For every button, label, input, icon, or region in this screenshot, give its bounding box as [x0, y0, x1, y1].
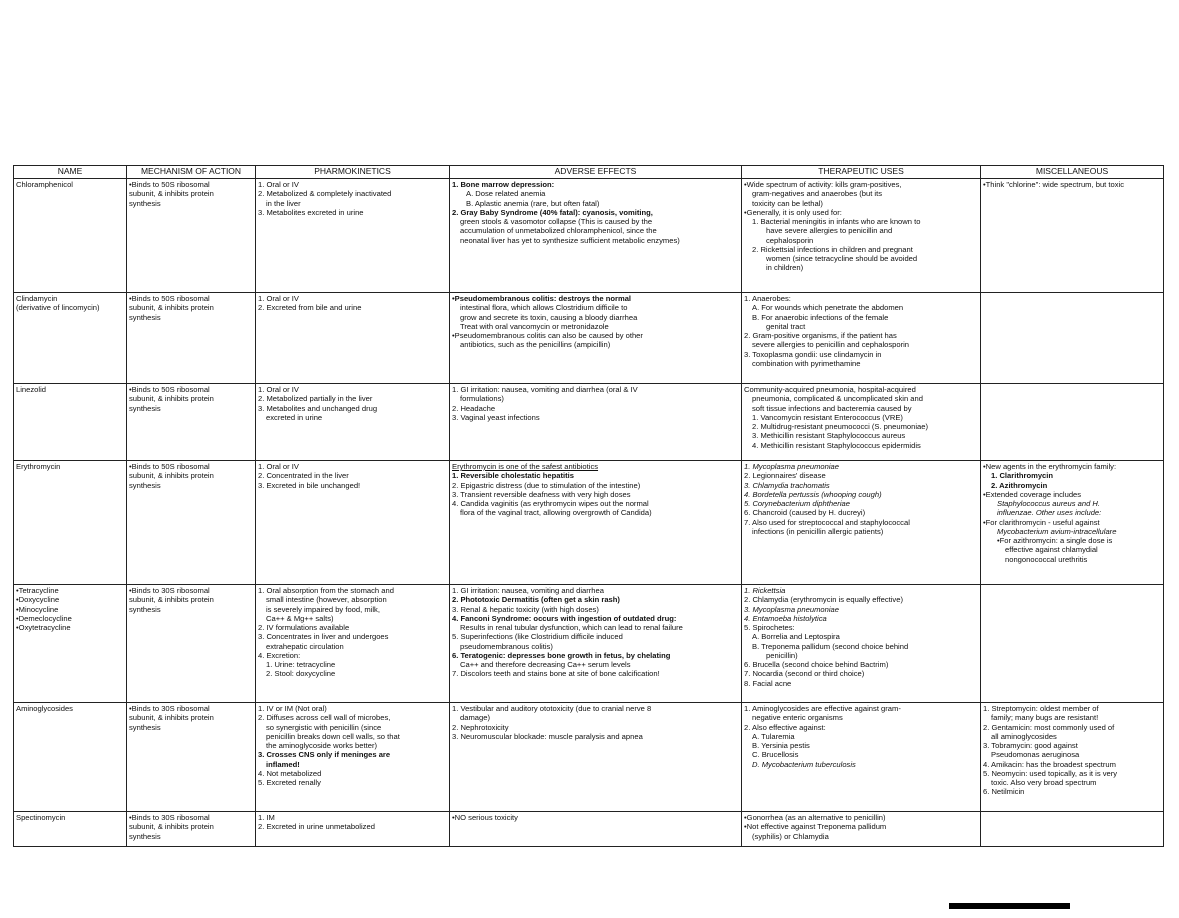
mechanism-of-action-line: subunit, & inhibits protein [129, 822, 214, 832]
pharmacokinetics-cell [256, 812, 450, 847]
mechanism-of-action-line: synthesis [129, 312, 161, 322]
miscellaneous-cell [981, 585, 1164, 703]
adverse-effects-line: green stools & vasomotor collapse (This is caused by the [460, 217, 653, 226]
miscellaneous-line: •Extended coverage includes [983, 489, 1082, 499]
therapeutic-uses-line: combination with pyrimethamine [752, 358, 861, 368]
therapeutic-uses-line: 1. Anaerobes: [744, 294, 791, 303]
therapeutic-uses-line: 6. Brucella (second choice behind Bactrim) [744, 660, 889, 669]
adverse-effects-cell [450, 703, 742, 812]
drug-name-line: •Demeclocycline [16, 613, 72, 623]
drug-name-cell [14, 812, 127, 847]
therapeutic-uses-line: 2. Legionnaires' disease [744, 471, 826, 481]
table-row [14, 179, 1164, 293]
mechanism-of-action-cell [127, 461, 256, 585]
pharmacokinetics-line: so synergistic with penicillin (since [266, 722, 382, 732]
mechanism-of-action-line: subunit, & inhibits protein [129, 394, 214, 404]
adverse-effects-line: 2. Headache [452, 403, 496, 413]
table-row [14, 293, 1164, 384]
mechanism-of-action-line: subunit, & inhibits protein [129, 189, 214, 199]
adverse-effects-line: •Pseudomembranous colitis: destroys the normal [452, 294, 632, 303]
pharmacokinetics-line: 3. Metabolites and unchanged drug [258, 403, 378, 413]
adverse-effects-line: B. Aplastic anemia (rare, but often fatal) [466, 198, 600, 208]
pharmacokinetics-cell [256, 384, 450, 461]
miscellaneous-line: •New agents in the erythromycin family: [983, 462, 1117, 471]
adverse-effects-line: 6. Teratogenic: depresses bone growth in fetus, by chelating [452, 650, 671, 660]
pharmacokinetics-line: 1. Oral absorption from the stomach and [258, 586, 394, 595]
mechanism-of-action-line: synthesis [129, 604, 161, 614]
mechanism-of-action-line: subunit, & inhibits protein [129, 713, 214, 723]
pharmacokinetics-cell [256, 179, 450, 293]
therapeutic-uses-line: 5. Corynebacterium diphtheriae [744, 499, 850, 508]
miscellaneous-line: 2. Gentamicin: most commonly used of [983, 722, 1115, 732]
pharmacokinetics-line: 1. Oral or IV [258, 385, 299, 394]
table-row [14, 703, 1164, 812]
pharmacokinetics-line: 3. Concentrates in liver and undergoes [258, 632, 389, 642]
header-miscellaneous: MISCELLANEOUS [981, 166, 1164, 179]
adverse-effects-line: Results in renal tubular dysfunction, which can lead to renal failure [460, 623, 683, 632]
miscellaneous-cell [981, 384, 1164, 461]
miscellaneous-line: 6. Netilmicin [983, 787, 1025, 797]
therapeutic-uses-line: 2. Chlamydia (erythromycin is equally effective) [744, 595, 903, 605]
pharmacokinetics-line: 4. Not metabolized [258, 768, 322, 778]
adverse-effects-line: 7. Discolors teeth and stains bone at site of bone calcification! [452, 669, 660, 679]
adverse-effects-line: 1. Bone marrow depression: [452, 180, 555, 189]
drug-name-cell [14, 585, 127, 703]
pharmacokinetics-line: 2. Stool: doxycycline [266, 669, 336, 679]
adverse-effects-line: 4. Fanconi Syndrome: occurs with ingestion of outdated drug: [452, 613, 677, 623]
therapeutic-uses-line: B. Yersinia pestis [752, 741, 810, 750]
mechanism-of-action-cell [127, 293, 256, 384]
mechanism-of-action-cell [127, 812, 256, 847]
mechanism-of-action-cell [127, 179, 256, 293]
mechanism-of-action-line: •Binds to 50S ribosomal [129, 294, 210, 303]
adverse-effects-line: 1. Vestibular and auditory ototoxicity (due to cranial nerve 8 [452, 704, 652, 713]
mechanism-of-action-cell [127, 384, 256, 461]
header-mechanism: MECHANISM OF ACTION [127, 166, 256, 179]
drug-name-line: Chloramphenicol [16, 180, 73, 189]
adverse-effects-line: pseudomembranous colitis) [460, 641, 553, 651]
miscellaneous-line: Pseudomonas aeruginosa [991, 750, 1080, 760]
therapeutic-uses-line: gram-negatives and anaerobes (but its [752, 189, 883, 199]
drug-name-line: •Oxytetracycline [16, 623, 71, 632]
adverse-effects-line: 3. Transient reversible deafness with very high doses [452, 489, 631, 499]
miscellaneous-line: influenzae. Other uses include: [997, 508, 1102, 518]
pharmacokinetics-line: 1. Urine: tetracycline [266, 660, 336, 669]
therapeutic-uses-line: C. Brucellosis [752, 750, 799, 760]
therapeutic-uses-cell [742, 703, 981, 812]
therapeutic-uses-line: 2. Multidrug-resistant pneumococci (S. pneumoniae) [752, 422, 929, 431]
header-therapeutic-uses: THERAPEUTIC USES [742, 166, 981, 179]
table-row [14, 812, 1164, 847]
therapeutic-uses-line: penicillin) [766, 650, 798, 660]
miscellaneous-line: all aminoglycosides [991, 731, 1057, 741]
therapeutic-uses-line: •Generally, it is only used for: [744, 207, 842, 217]
pharmacokinetics-line: 3. Excreted in bile unchanged! [258, 480, 361, 490]
pharmacokinetics-line: the aminoglycoside works better) [266, 741, 378, 750]
therapeutic-uses-line: •Gonorrhea (as an alternative to penicillin) [744, 813, 886, 822]
adverse-effects-line: 1. Reversible cholestatic hepatitis [452, 471, 574, 481]
therapeutic-uses-line: A. Tularemia [752, 731, 795, 741]
miscellaneous-line: 1. Clarithromycin [991, 471, 1054, 481]
therapeutic-uses-cell [742, 812, 981, 847]
pharmacokinetics-cell [256, 461, 450, 585]
adverse-effects-line: accumulation of unmetabolized chloramphenicol, since the [460, 226, 657, 236]
pharmacokinetics-line: 2. Concentrated in the liver [258, 471, 349, 481]
adverse-effects-line: 1. GI irritation: nausea, vomiting and diarrhea (oral & IV [452, 385, 638, 394]
miscellaneous-line: 2. Azithromycin [991, 480, 1048, 490]
mechanism-of-action-line: subunit, & inhibits protein [129, 471, 214, 481]
pharmacokinetics-line: inflamed! [266, 759, 300, 769]
therapeutic-uses-line: 3. Toxoplasma gondii: use clindamycin in [744, 349, 882, 359]
miscellaneous-cell [981, 461, 1164, 585]
therapeutic-uses-line: have severe allergies to penicillin and [766, 226, 893, 236]
adverse-effects-line: Treat with oral vancomycin or metronidazole [460, 321, 609, 331]
adverse-effects-line: 2. Nephrotoxicity [452, 722, 509, 732]
antibiotic-table [13, 165, 1164, 847]
miscellaneous-cell [981, 703, 1164, 812]
adverse-effects-line: 2. Gray Baby Syndrome (40% fatal): cyanosis, vomiting, [452, 207, 653, 217]
adverse-effects-line: formulations) [460, 394, 504, 404]
therapeutic-uses-line: A. For wounds which penetrate the abdomen [752, 303, 904, 313]
footer-bar [949, 903, 1070, 909]
therapeutic-uses-line: 6. Chancroid (caused by H. ducreyi) [744, 508, 866, 518]
adverse-effects-line: 2. Phototoxic Dermatitis (often get a skin rash) [452, 595, 620, 605]
therapeutic-uses-line: women (since tetracycline should be avoided [766, 254, 918, 263]
adverse-effects-line: 3. Renal & hepatic toxicity (with high doses) [452, 604, 599, 614]
mechanism-of-action-line: •Binds to 30S ribosomal [129, 704, 210, 713]
miscellaneous-line: nongonococcal urethritis [1005, 554, 1088, 564]
adverse-effects-line: Ca++ and therefore decreasing Ca++ serum levels [460, 660, 631, 669]
drug-name-line: (derivative of lincomycin) [16, 303, 100, 313]
therapeutic-uses-cell [742, 461, 981, 585]
drug-reference-sheet [13, 165, 1163, 847]
therapeutic-uses-line: 2. Gram-positive organisms, if the patient has [744, 331, 897, 340]
therapeutic-uses-line: 1. Bacterial meningitis in infants who are known to [752, 217, 921, 226]
therapeutic-uses-line: •Not effective against Treponema pallidum [744, 822, 887, 832]
mechanism-of-action-line: synthesis [129, 480, 161, 490]
therapeutic-uses-line: 1. Aminoglycosides are effective against gram- [744, 704, 901, 713]
therapeutic-uses-line: 4. Bordetella pertussis (whooping cough) [744, 489, 882, 499]
pharmacokinetics-line: penicillin breaks down cell walls, so that [266, 731, 400, 741]
therapeutic-uses-line: 3. Mycoplasma pneumoniae [744, 604, 839, 614]
therapeutic-uses-line: A. Borrelia and Leptospira [752, 632, 840, 642]
adverse-effects-cell [450, 384, 742, 461]
therapeutic-uses-line: 4. Methicillin resistant Staphylococcus epidermidis [752, 440, 921, 450]
drug-name-cell [14, 384, 127, 461]
mechanism-of-action-line: •Binds to 50S ribosomal [129, 385, 210, 394]
mechanism-of-action-line: synthesis [129, 403, 161, 413]
pharmacokinetics-line: 1. Oral or IV [258, 180, 299, 189]
pharmacokinetics-line: 3. Crosses CNS only if meninges are [258, 750, 391, 760]
pharmacokinetics-line: 2. Excreted from bile and urine [258, 303, 362, 313]
therapeutic-uses-line: 2. Rickettsial infections in children and pregnant [752, 244, 913, 254]
adverse-effects-line: grow and secrete its toxin, causing a bloody diarrhea [460, 312, 638, 322]
mechanism-of-action-line: •Binds to 50S ribosomal [129, 180, 210, 189]
mechanism-of-action-line: synthesis [129, 831, 161, 841]
therapeutic-uses-line: B. For anaerobic infections of the female [752, 312, 889, 322]
drug-name-line: Linezolid [16, 385, 46, 394]
therapeutic-uses-line: in children) [766, 263, 804, 273]
drug-name-line: Erythromycin [16, 462, 61, 471]
table-row [14, 384, 1164, 461]
mechanism-of-action-cell [127, 585, 256, 703]
drug-name-cell [14, 703, 127, 812]
pharmacokinetics-line: 2. IV formulations available [258, 623, 350, 632]
therapeutic-uses-line: soft tissue infections and bacteremia caused by [752, 403, 912, 413]
miscellaneous-line: •For clarithromycin - useful against [983, 517, 1100, 527]
header-pharmacokinetics: PHARMOKINETICS [256, 166, 450, 179]
drug-name-line: •Minocycline [16, 604, 59, 614]
therapeutic-uses-line: B. Treponema pallidum (second choice behind [752, 641, 909, 651]
drug-name-line: Spectinomycin [16, 813, 66, 822]
therapeutic-uses-cell [742, 585, 981, 703]
pharmacokinetics-cell [256, 585, 450, 703]
adverse-effects-line: •NO serious toxicity [452, 813, 518, 822]
pharmacokinetics-cell [256, 293, 450, 384]
header-name: NAME [14, 166, 127, 179]
adverse-effects-line: 3. Neuromuscular blockade: muscle paralysis and apnea [452, 731, 643, 741]
therapeutic-uses-line: 4. Entamoeba histolytica [744, 613, 827, 623]
mechanism-of-action-cell [127, 703, 256, 812]
mechanism-of-action-line: subunit, & inhibits protein [129, 303, 214, 313]
adverse-effects-cell [450, 585, 742, 703]
pharmacokinetics-line: excreted in urine [266, 412, 323, 422]
therapeutic-uses-line: infections (in penicillin allergic patients) [752, 526, 884, 536]
therapeutic-uses-cell [742, 384, 981, 461]
pharmacokinetics-line: 3. Metabolites excreted in urine [258, 207, 364, 217]
therapeutic-uses-line: (syphilis) or Chlamydia [752, 831, 829, 841]
mechanism-of-action-line: •Binds to 30S ribosomal [129, 586, 210, 595]
miscellaneous-line: •Think "chlorine": wide spectrum, but toxic [983, 180, 1124, 189]
miscellaneous-line: 3. Tobramycin: good against [983, 741, 1078, 750]
therapeutic-uses-line: pneumonia, complicated & uncomplicated skin and [752, 394, 923, 404]
adverse-effects-line: 3. Vaginal yeast infections [452, 412, 540, 422]
drug-name-cell [14, 293, 127, 384]
adverse-effects-line: intestinal flora, which allows Clostridium difficile to [460, 303, 628, 313]
pharmacokinetics-line: 1. IV or IM (Not oral) [258, 704, 327, 713]
adverse-effects-cell [450, 293, 742, 384]
therapeutic-uses-line: toxicity can be lethal) [752, 198, 823, 208]
adverse-effects-line: •Pseudomembranous colitis can also be caused by other [452, 331, 643, 340]
mechanism-of-action-line: synthesis [129, 722, 161, 732]
therapeutic-uses-line: genital tract [766, 321, 806, 331]
adverse-effects-line: 5. Superinfections (like Clostridium difficile induced [452, 632, 623, 642]
adverse-effects-cell [450, 812, 742, 847]
table-row [14, 461, 1164, 585]
adverse-effects-line: A. Dose related anemia [466, 189, 546, 199]
mechanism-of-action-line: •Binds to 50S ribosomal [129, 462, 210, 471]
miscellaneous-cell [981, 179, 1164, 293]
therapeutic-uses-line: negative enteric organisms [752, 713, 843, 723]
therapeutic-uses-line: Community-acquired pneumonia, hospital-acquired [744, 385, 916, 394]
mechanism-of-action-line: subunit, & inhibits protein [129, 595, 214, 605]
adverse-effects-line: 4. Candida vaginitis (as erythromycin wipes out the normal [452, 499, 649, 508]
therapeutic-uses-line: 7. Nocardia (second or third choice) [744, 669, 865, 679]
therapeutic-uses-line: 1. Vancomycin resistant Enterococcus (VRE) [752, 412, 903, 422]
adverse-effects-line: 2. Epigastric distress (due to stimulation of the intestine) [452, 480, 641, 490]
therapeutic-uses-line: 1. Rickettsia [744, 586, 786, 595]
adverse-effects-line: antibiotics, such as the penicillins (ampicillin) [460, 340, 611, 350]
therapeutic-uses-cell [742, 179, 981, 293]
pharmacokinetics-line: extrahepatic circulation [266, 641, 344, 651]
adverse-effects-line: damage) [460, 713, 490, 723]
therapeutic-uses-line: 8. Facial acne [744, 678, 792, 688]
drug-name-line: Clindamycin [16, 294, 58, 303]
therapeutic-uses-line: 5. Spirochetes: [744, 623, 795, 632]
miscellaneous-line: Staphylococcus aureus and H. [997, 499, 1100, 508]
adverse-effects-line: 1. GI irritation: nausea, vomiting and diarrhea [452, 586, 604, 595]
pharmacokinetics-line: 1. Oral or IV [258, 294, 299, 303]
miscellaneous-line: effective against chlamydial [1005, 545, 1098, 555]
therapeutic-uses-cell [742, 293, 981, 384]
therapeutic-uses-line: D. Mycobacterium tuberculosis [752, 759, 856, 769]
pharmacokinetics-line: 2. Diffuses across cell wall of microbes, [258, 713, 391, 723]
miscellaneous-line: •For azithromycin: a single dose is [997, 536, 1113, 545]
miscellaneous-line: 4. Amikacin: has the broadest spectrum [983, 759, 1116, 769]
therapeutic-uses-line: 3. Methicillin resistant Staphylococcus aureus [752, 431, 906, 441]
miscellaneous-line: Mycobacterium avium-intracellulare [997, 526, 1117, 536]
header-row [14, 166, 1164, 179]
mechanism-of-action-line: synthesis [129, 198, 161, 208]
pharmacokinetics-line: 1. IM [258, 813, 275, 822]
miscellaneous-line: 1. Streptomycin: oldest member of [983, 704, 1099, 713]
adverse-effects-cell [450, 461, 742, 585]
pharmacokinetics-line: is severely impaired by food, milk, [266, 604, 380, 614]
pharmacokinetics-line: 2. Metabolized partially in the liver [258, 394, 373, 404]
adverse-effects-line: Erythromycin is one of the safest antibiotics [452, 462, 599, 471]
drug-name-cell [14, 179, 127, 293]
drug-name-cell [14, 461, 127, 585]
miscellaneous-line: family; many bugs are resistant! [991, 713, 1099, 723]
pharmacokinetics-line: 1. Oral or IV [258, 462, 299, 471]
pharmacokinetics-cell [256, 703, 450, 812]
therapeutic-uses-line: 7. Also used for streptococcal and staphylococcal [744, 517, 910, 527]
pharmacokinetics-line: small intestine (however, absorption [266, 595, 387, 605]
pharmacokinetics-line: 5. Excreted renally [258, 778, 321, 787]
miscellaneous-cell [981, 812, 1164, 847]
header-adverse-effects: ADVERSE EFFECTS [450, 166, 742, 179]
adverse-effects-line: flora of the vaginal tract, allowing overgrowth of Candida) [460, 508, 652, 518]
adverse-effects-line: neonatal liver has yet to synthesize sufficient metabolic enzymes) [460, 235, 680, 245]
drug-name-line: •Tetracycline [16, 586, 59, 595]
drug-name-line: •Doxycycline [16, 595, 60, 605]
therapeutic-uses-line: cephalosporin [766, 235, 814, 245]
pharmacokinetics-line: in the liver [266, 198, 301, 208]
miscellaneous-cell [981, 293, 1164, 384]
therapeutic-uses-line: 3. Chlamydia trachomatis [744, 480, 830, 490]
pharmacokinetics-line: 2. Metabolized & completely inactivated [258, 189, 392, 199]
therapeutic-uses-line: 2. Also effective against: [744, 722, 826, 732]
pharmacokinetics-line: 2. Excreted in urine unmetabolized [258, 822, 375, 832]
drug-name-line: Aminoglycosides [16, 704, 73, 713]
miscellaneous-line: toxic. Also very broad spectrum [991, 778, 1097, 787]
pharmacokinetics-line: Ca++ & Mg++ salts) [266, 613, 334, 623]
adverse-effects-cell [450, 179, 742, 293]
therapeutic-uses-line: severe allergies to penicillin and cephalosporin [752, 340, 910, 350]
pharmacokinetics-line: 4. Excretion: [258, 650, 301, 660]
mechanism-of-action-line: •Binds to 30S ribosomal [129, 813, 210, 822]
miscellaneous-line: 5. Neomycin: used topically, as it is very [983, 768, 1118, 778]
table-row [14, 585, 1164, 703]
therapeutic-uses-line: 1. Mycoplasma pneumoniae [744, 462, 839, 471]
therapeutic-uses-line: •Wide spectrum of activity: kills gram-positives, [744, 180, 902, 189]
